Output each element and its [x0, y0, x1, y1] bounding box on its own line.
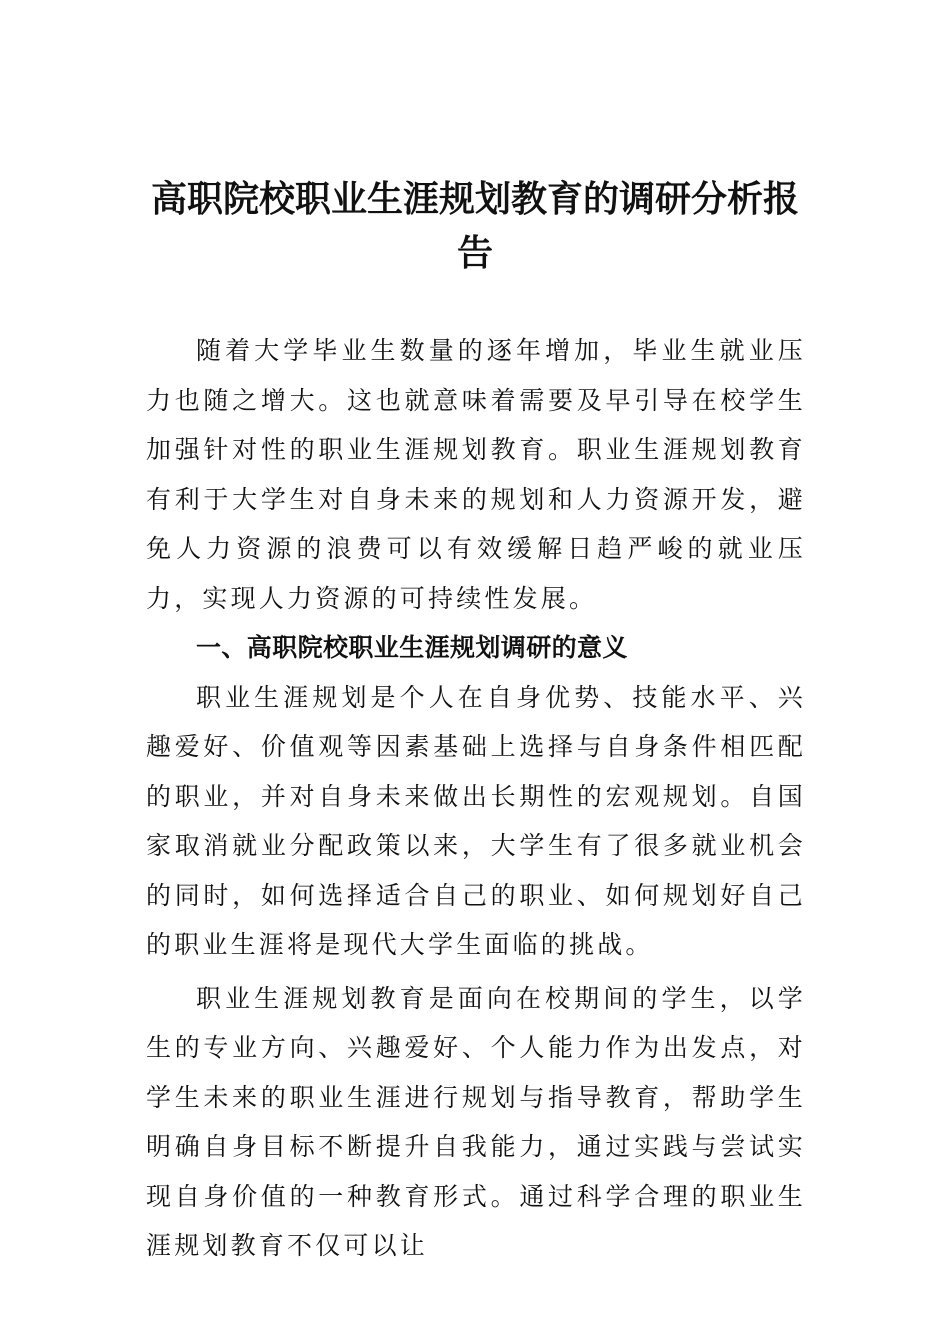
paragraph-intro: 随着大学毕业生数量的逐年增加，毕业生就业压力也随之增大。这也就意味着需要及早引导在校学生加强针对性的职业生涯规划教育。职业生涯规划教育有利于大学生对自身未来的规划和人力资源开发，避免人力资源的浪费可以有效缓解日趋严峻的就业压力，实现人力资源的可持续性发展。 — [146, 336, 806, 613]
document-title: 高职院校职业生涯规划教育的调研分析报告 — [150, 178, 799, 274]
paragraph-education: 职业生涯规划教育是面向在校期间的学生，以学生的专业方向、兴趣爱好、个人能力作为出发点，对学生未来的职业生涯进行规划与指导教育，帮助学生明确自身目标不断提升自我能力，通过实践与尝试实现自身价值的一种教育形式。通过科学合理的职业生涯规划教育不仅可以让 — [146, 983, 806, 1260]
document-body — [146, 326, 806, 1271]
section-heading: 一、高职院校职业生涯规划调研的意义 — [196, 633, 628, 662]
paragraph-definition: 职业生涯规划是个人在自身优势、技能水平、兴趣爱好、价值观等因素基础上选择与自身条件相匹配的职业，并对自身未来做出长期性的宏观规划。自国家取消就业分配政策以来，大学生有了很多就业机会的同时，如何选择适合自己的职业、如何规划好自己的职业生涯将是现代大学生面临的挑战。 — [146, 682, 806, 959]
